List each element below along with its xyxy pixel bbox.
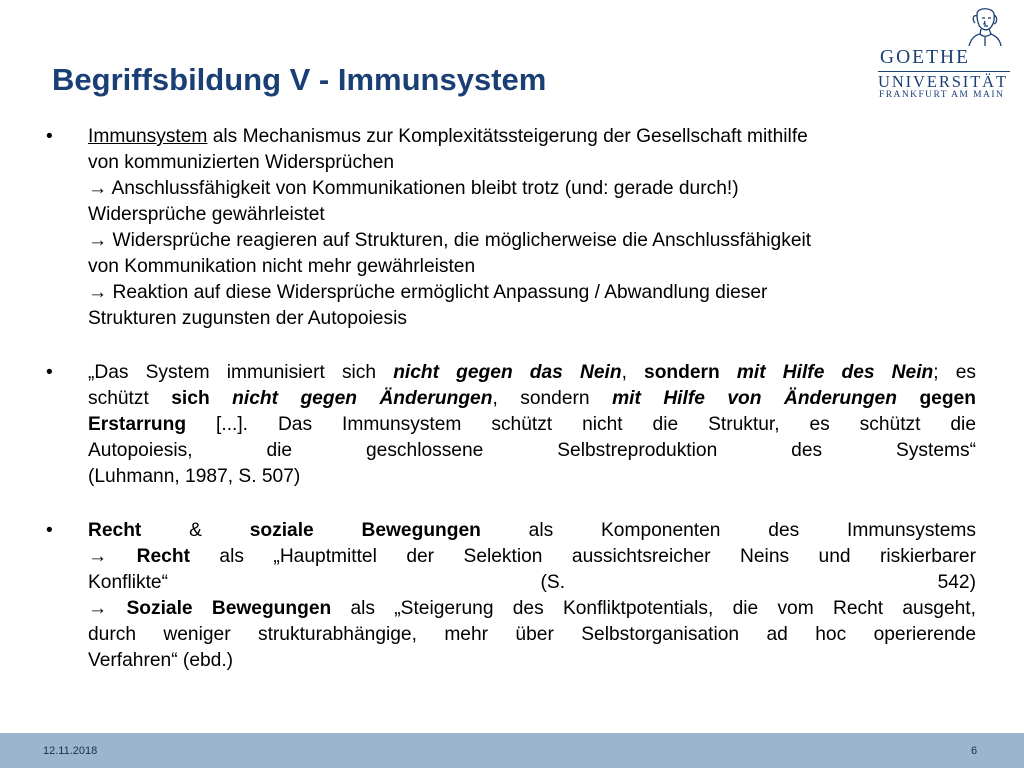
term-immunsystem: Immunsystem (88, 126, 208, 147)
citation-text: (Luhmann, 1987, S. 507) (88, 466, 301, 487)
text-run (107, 546, 136, 567)
emphasis-text: mit Hilfe von Änderungen (612, 388, 897, 409)
text-line (88, 518, 976, 544)
text-line: Widersprüche gewährleistet (88, 204, 325, 225)
text-line (88, 360, 976, 386)
arrow-icon: → (88, 546, 108, 567)
text-run: als „Steigerung des Konfliktpotentials, die vom Recht ausgeht, (331, 598, 976, 619)
text-run: [...]. Das Immunsystem schützt nicht die Struktur, es schützt die (186, 414, 976, 435)
text-run: als „Hauptmittel der Selektion aussichtsreicher Neins und riskierbarer (189, 546, 976, 567)
text-run (897, 388, 919, 409)
logo-universitaet-text: UNIVERSITÄT (878, 72, 1008, 91)
emphasis-text: soziale Bewegungen (249, 520, 481, 541)
text-line (88, 228, 976, 254)
footer-date: 12.11.2018 (43, 745, 98, 757)
text-line (88, 386, 976, 412)
emphasis-text: Soziale Bewegungen (126, 598, 332, 619)
text-line (88, 280, 976, 306)
text-line: Konflikte“ (S. 542) (88, 572, 976, 593)
bullet-marker: • (46, 520, 53, 541)
slide-body (44, 124, 976, 674)
emphasis-text: nicht gegen das Nein (393, 362, 622, 383)
emphasis-text: sich (171, 388, 210, 409)
emphasis-text: gegen (919, 388, 976, 409)
arrow-icon: → (88, 178, 108, 199)
text-run (720, 362, 737, 383)
footer-bar (0, 733, 1024, 768)
text-run: als Mechanismus zur Komplexitätssteigerung der Gesellschaft mithilfe (207, 126, 808, 147)
emphasis-text: Recht (136, 546, 190, 567)
text-line: von kommunizierten Widersprüchen (88, 152, 395, 173)
goethe-portrait-icon (963, 4, 1007, 48)
bullet-recht-bewegungen (44, 518, 976, 674)
page-number: 6 (971, 745, 978, 757)
text-line: Strukturen zugunsten der Autopoiesis (88, 308, 407, 329)
text-run: ; es (933, 362, 976, 383)
emphasis-text: Erstarrung (88, 414, 187, 435)
text-line (88, 124, 976, 150)
text-run: „Das System immunisiert sich (88, 362, 394, 383)
university-logo (858, 4, 1012, 100)
bullet-marker: • (46, 126, 53, 147)
arrow-icon: → (88, 598, 108, 619)
text-run (210, 388, 232, 409)
text-line (88, 412, 976, 438)
arrow-icon: → (88, 230, 108, 251)
text-run: als Komponenten des Immunsystems (480, 520, 976, 541)
logo-goethe-text: GOETHE (880, 47, 970, 68)
text-run: , (621, 362, 645, 383)
arrow-icon: → (88, 282, 108, 303)
bullet-immunsystem (44, 124, 976, 332)
text-run: Widersprüche reagieren auf Strukturen, die möglicherweise die Anschlussfähigkeit (107, 230, 812, 251)
text-line (88, 176, 976, 202)
logo-location-text: FRANKFURT AM MAIN (879, 90, 1005, 100)
emphasis-text: Recht (88, 520, 142, 541)
text-line: durch weniger strukturabhängige, mehr über Selbstorganisation ad hoc operierende (88, 624, 976, 645)
text-line (88, 596, 976, 622)
text-run: , sondern (492, 388, 613, 409)
text-run: Reaktion auf diese Widersprüche ermöglicht Anpassung / Abwandlung dieser (107, 282, 768, 303)
text-line (88, 544, 976, 570)
text-line: Verfahren“ (ebd.) (88, 650, 234, 671)
slide-title: Begriffsbildung V - Immunsystem (52, 62, 547, 97)
bullet-luhmann-quote (44, 360, 976, 490)
emphasis-text: sondern (644, 362, 720, 383)
text-line: von Kommunikation nicht mehr gewährleisten (88, 256, 476, 277)
text-run: schützt (88, 388, 172, 409)
text-run: & (141, 520, 250, 541)
emphasis-text: mit Hilfe des Nein (736, 362, 934, 383)
text-line: Autopoiesis, die geschlossene Selbstreproduktion des Systems“ (88, 440, 976, 461)
text-run: Anschlussfähigkeit von Kommunikationen bleibt trotz (und: gerade durch!) (107, 178, 739, 199)
emphasis-text: nicht gegen Änderungen (232, 388, 493, 409)
text-run (107, 598, 126, 619)
bullet-marker: • (46, 362, 53, 383)
